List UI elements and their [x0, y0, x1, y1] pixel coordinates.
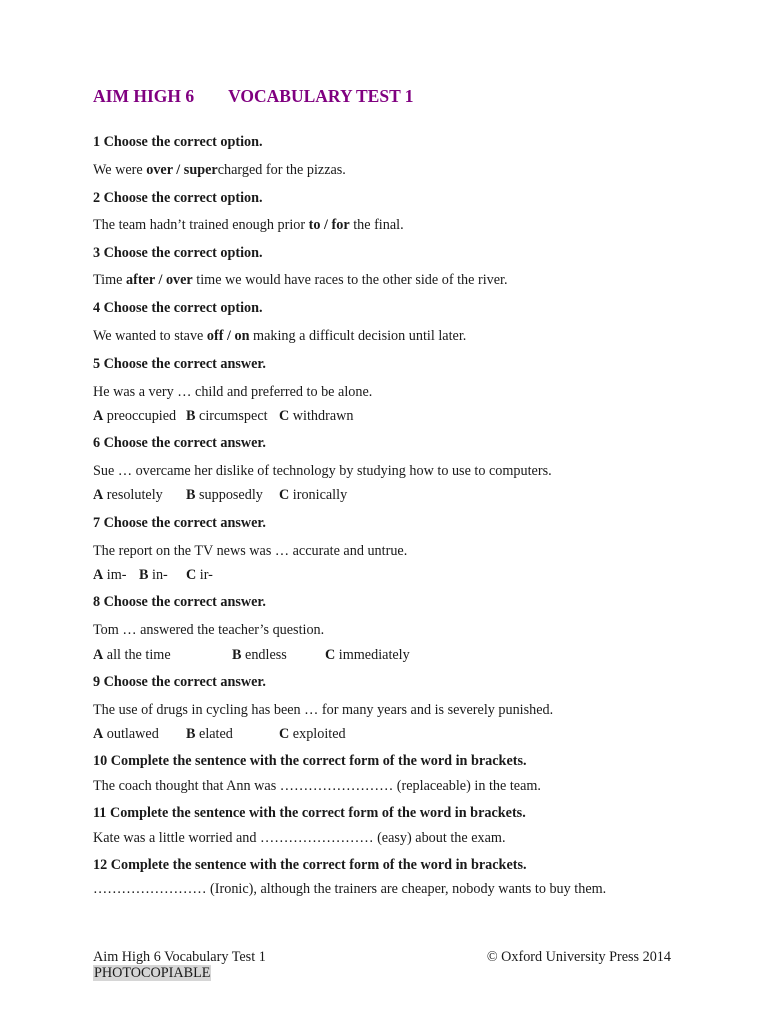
title-test: VOCABULARY TEST 1	[228, 86, 414, 106]
answer-c: C ir-	[186, 567, 213, 583]
question-2-sentence: The team hadn’t trained enough prior to / for the final.	[93, 217, 404, 233]
answer-b: B in-	[139, 567, 168, 583]
answer-c: C ironically	[279, 487, 348, 503]
answer-a: A outlawed	[93, 726, 159, 742]
question-1-heading: 1 Choose the correct option.	[93, 134, 263, 150]
answer-b: B supposedly	[186, 487, 263, 503]
question-8-sentence: Tom … answered the teacher’s question.	[93, 622, 325, 638]
question-6-heading: 6 Choose the correct answer.	[93, 435, 266, 451]
question-2-heading: 2 Choose the correct option.	[93, 190, 263, 206]
question-7-heading: 7 Choose the correct answer.	[93, 515, 266, 531]
question-4-heading: 4 Choose the correct option.	[93, 300, 263, 316]
question-3-sentence: Time after / over time we would have races to the other side of the river.	[93, 272, 508, 288]
answer-b: B circumspect	[186, 408, 268, 424]
option-off: off	[206, 328, 224, 344]
page-title	[93, 86, 414, 107]
footer-left	[93, 949, 266, 981]
question-10-heading: 10 Complete the sentence with the correct form of the word in brackets.	[93, 753, 527, 769]
question-7-sentence: The report on the TV news was … accurate and untrue.	[93, 543, 408, 559]
question-12-sentence: …………………… (Ironic), although the trainers are cheaper, nobody wants to buy them.	[93, 881, 607, 897]
answer-a: A preoccupied	[93, 408, 177, 424]
question-8-heading: 8 Choose the correct answer.	[93, 594, 266, 610]
answer-b: B endless	[232, 647, 287, 663]
option-over: over	[165, 272, 193, 288]
answer-a: A im-	[93, 567, 127, 583]
question-9-options	[93, 725, 346, 743]
question-6-options	[93, 486, 347, 504]
answer-b: B elated	[186, 726, 233, 742]
question-8-options	[93, 646, 410, 664]
question-9-heading: 9 Choose the correct answer.	[93, 674, 266, 690]
question-6-sentence: Sue … overcame her dislike of technology by studying how to use to computers.	[93, 463, 552, 479]
option-super: super	[183, 162, 218, 178]
title-series: AIM HIGH 6	[93, 86, 195, 106]
question-5-options	[93, 407, 353, 425]
question-10-sentence: The coach thought that Ann was …………………… (replaceable) in the team.	[93, 778, 541, 794]
option-over: over	[146, 162, 173, 178]
answer-a: A all the time	[93, 647, 171, 663]
option-to: to	[308, 217, 321, 233]
question-3-heading: 3 Choose the correct option.	[93, 245, 263, 261]
question-5-sentence: He was a very … child and preferred to be alone.	[93, 384, 373, 400]
answer-c: C immediately	[325, 647, 410, 663]
question-7-options	[93, 566, 213, 584]
answer-a: A resolutely	[93, 487, 163, 503]
question-4-sentence: We wanted to stave off / on making a difficult decision until later.	[93, 328, 467, 344]
question-12-heading: 12 Complete the sentence with the correct form of the word in brackets.	[93, 857, 527, 873]
answer-c: C withdrawn	[279, 408, 354, 424]
option-for: for	[331, 217, 350, 233]
footer-title: Aim High 6 Vocabulary Test 1	[93, 949, 266, 965]
question-1-sentence: We were over / supercharged for the pizzas.	[93, 162, 346, 178]
question-11-sentence: Kate was a little worried and …………………… (easy) about the exam.	[93, 830, 506, 846]
photocopiable-label: PHOTOCOPIABLE	[94, 965, 211, 981]
answer-c: C exploited	[279, 726, 346, 742]
option-on: on	[234, 328, 250, 344]
question-11-heading: 11 Complete the sentence with the correct form of the word in brackets.	[93, 805, 526, 821]
option-after: after	[126, 272, 155, 288]
question-9-sentence: The use of drugs in cycling has been … for many years and is severely punished.	[93, 702, 554, 718]
footer-copyright: © Oxford University Press 2014	[486, 949, 671, 965]
question-5-heading: 5 Choose the correct answer.	[93, 356, 266, 372]
